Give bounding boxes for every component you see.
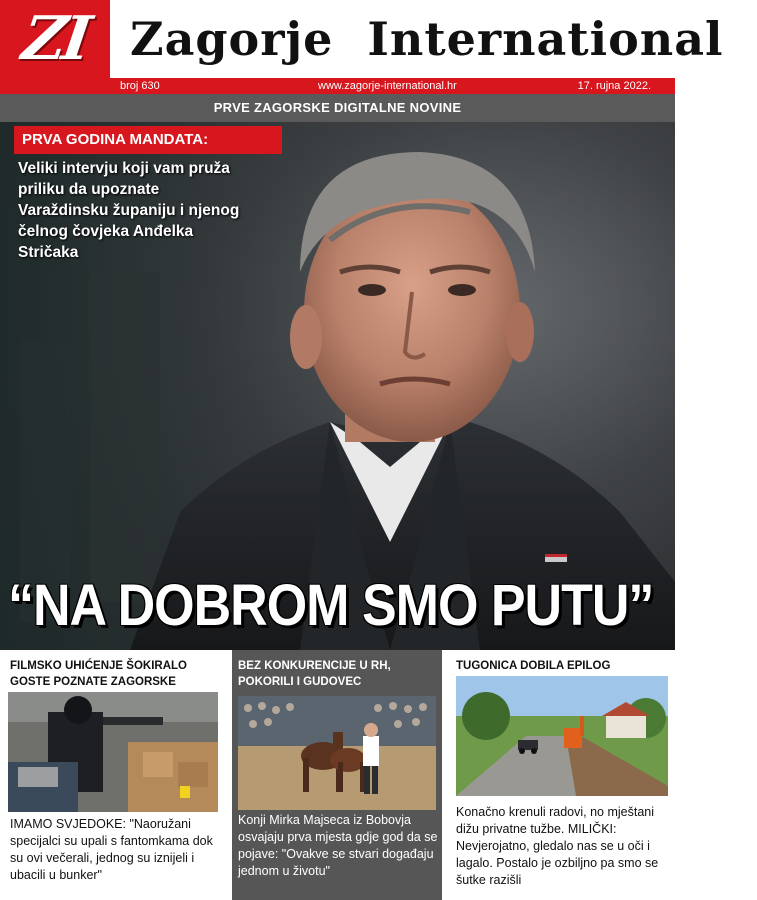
cover-headline[interactable]: “NA DOBROM SMO PUTU” (8, 573, 654, 639)
issue-number: broj 630 (120, 80, 160, 92)
info-bar (0, 78, 675, 94)
masthead (0, 0, 724, 78)
story-text: Konji Mirka Majseca iz Bobovja osvajaju prva mjesta gdje god da se pojave: "Ovakve se stvari događaju jednom u životu" (238, 813, 438, 878)
title-word-1: Zagorje (130, 12, 334, 66)
story-photo-arrest[interactable] (8, 692, 218, 812)
story-photo-horses[interactable] (238, 696, 436, 810)
story-text: IMAMO SVJEDOKE: "Naoružani specijalci su upali s fantomkama dok su ovi večerali, jednog su iznijeli i ubacili u bunker" (10, 817, 213, 882)
cover-intro: Veliki intervju koji vam pruža priliku da upoznate Varaždinsku županiju i njenog čelnog čovjeka Anđelka Stričaka (18, 160, 240, 261)
story-tugonica[interactable] (450, 650, 675, 900)
story-horses[interactable] (232, 650, 442, 900)
newspaper-title (130, 6, 724, 72)
cover-kicker: PRVA GODINA MANDATA: (14, 126, 282, 154)
story-arrest[interactable] (0, 650, 225, 900)
logo[interactable] (0, 0, 110, 78)
story-title[interactable]: BEZ KONKURENCIJE U RH, POKORILI I GUDOVEC (238, 660, 391, 688)
story-title[interactable]: FILMSKO UHIĆENJE ŠOKIRALO GOSTE POZNATE ZAGORSKE (10, 660, 187, 688)
story-photo-roadworks[interactable] (456, 676, 668, 796)
logo-text: ZI (18, 4, 92, 74)
story-title[interactable]: TUGONICA DOBILA EPILOG (456, 660, 611, 672)
cover-story[interactable] (0, 122, 675, 650)
website-link[interactable]: www.zagorje-international.hr (318, 80, 457, 92)
tagline: PRVE ZAGORSKE DIGITALNE NOVINE (0, 94, 675, 122)
title-word-2: International (367, 12, 724, 66)
story-text: Konačno krenuli radovi, no mještani dižu privatne tužbe. MILIČKI: Nevjerojatno, gledalo nas se u oči i lagalo. Postalo je ozbiljno pa smo se šutke razišli (456, 805, 659, 887)
issue-date: 17. rujna 2022. (577, 80, 651, 92)
